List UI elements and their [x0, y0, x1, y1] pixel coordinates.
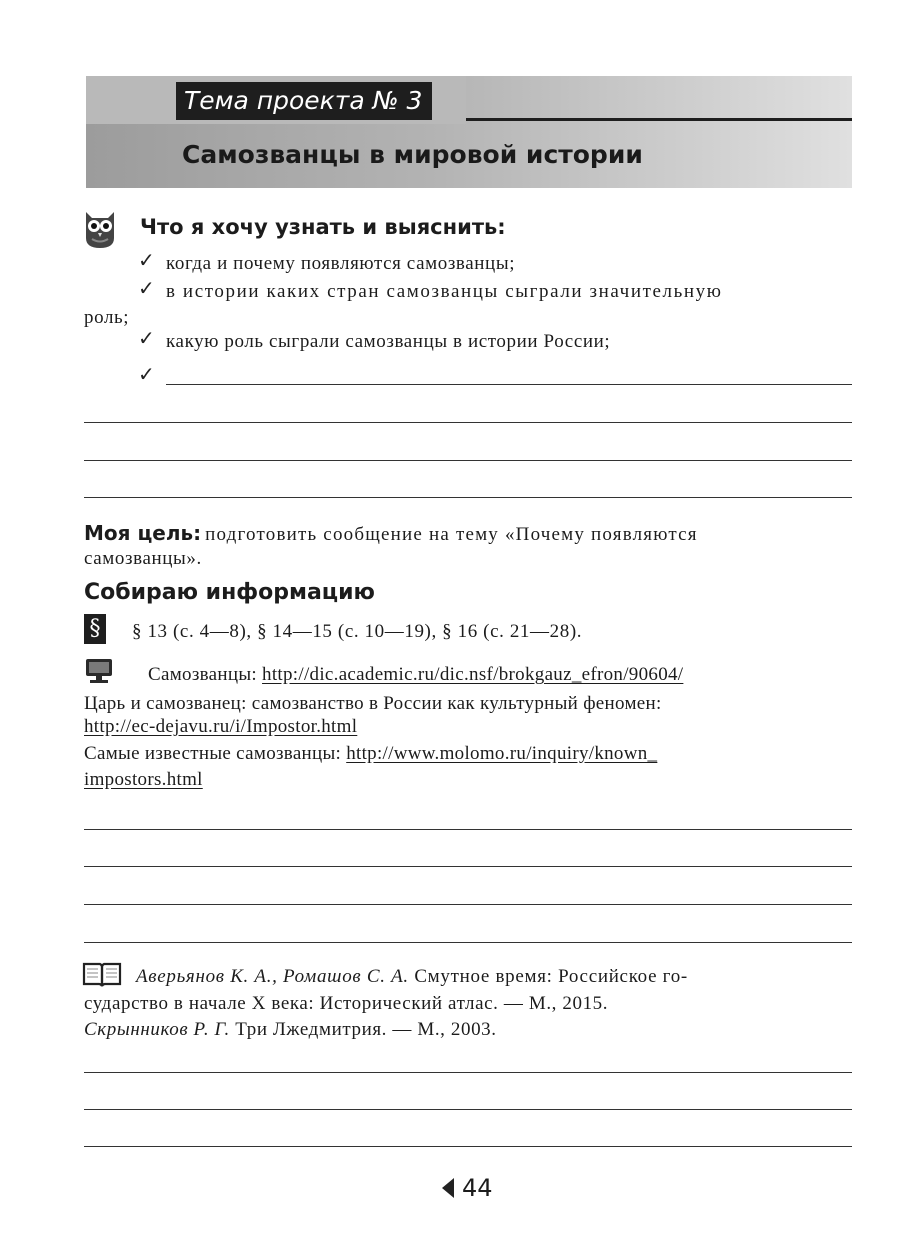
goal-line: [84, 521, 698, 546]
answer-line[interactable]: [84, 904, 852, 905]
textbook-section-icon: §: [84, 614, 106, 644]
book-author: Скрынников Р. Г.: [84, 1019, 230, 1040]
header-rule: [466, 118, 852, 121]
check-icon: ✓: [138, 362, 155, 386]
answer-line[interactable]: [84, 942, 852, 943]
question-item: какую роль сыграли самозванцы в истории России;: [166, 331, 611, 352]
goal-text-cont: самозванцы».: [84, 548, 202, 569]
question-item: когда и почему появляются самозванцы;: [166, 253, 516, 274]
answer-line[interactable]: [84, 1146, 852, 1147]
question-item-cont: роль;: [84, 307, 130, 328]
topic-label: Тема проекта № 3: [176, 82, 432, 120]
book-title: Три Лжедмитрия. — М., 2003.: [235, 1019, 497, 1040]
check-icon: ✓: [138, 276, 155, 300]
check-icon: ✓: [138, 248, 155, 272]
page-title: Самозванцы в мировой истории: [182, 140, 643, 169]
book-icon: [82, 960, 122, 988]
owl-icon: [82, 208, 118, 250]
web-source-link[interactable]: http://www.molomo.ru/inquiry/known_: [346, 743, 658, 764]
web-source-label: Самозванцы:: [148, 664, 257, 685]
page-number: 44: [462, 1174, 493, 1202]
book-ref-cont: сударство в начале X века: Исторический атлас. — М., 2015.: [84, 993, 609, 1014]
questions-heading: Что я хочу узнать и выяснить:: [140, 215, 506, 239]
goal-text: подготовить сообщение на тему «Почему появляются: [205, 524, 698, 545]
page-arrow-icon: [440, 1177, 456, 1199]
answer-line[interactable]: [84, 497, 852, 498]
answer-line[interactable]: [84, 460, 852, 461]
check-icon: ✓: [138, 326, 155, 350]
answer-line[interactable]: [84, 1072, 852, 1073]
collect-heading: Собираю информацию: [84, 580, 375, 605]
answer-line[interactable]: [84, 1109, 852, 1110]
web-source-label: Самые известные самозванцы:: [84, 743, 342, 764]
answer-line[interactable]: [84, 829, 852, 830]
goal-label: Моя цель:: [84, 521, 202, 545]
web-source-link[interactable]: http://dic.academic.ru/dic.nsf/brokgauz_efron/90604/: [262, 664, 684, 685]
answer-line[interactable]: [166, 384, 852, 385]
book-title: Смутное время: Российское го-: [414, 966, 688, 987]
book-ref: [136, 966, 688, 988]
question-item: в истории каких стран самозванцы сыграли значительную: [166, 281, 723, 302]
computer-icon: [84, 658, 114, 684]
web-source-label: Царь и самозванец: самозванство в России как культурный феномен:: [84, 693, 662, 714]
web-source-link[interactable]: http://ec-dejavu.ru/i/Impostor.html: [84, 716, 358, 737]
answer-line[interactable]: [84, 422, 852, 423]
web-source-link-cont[interactable]: impostors.html: [84, 769, 203, 790]
answer-line[interactable]: [84, 866, 852, 867]
textbook-refs: § 13 (с. 4—8), § 14—15 (с. 10—19), § 16 (с. 21—28).: [132, 621, 583, 642]
book-ref: [84, 1019, 497, 1041]
web-source: [148, 664, 683, 686]
book-author: Аверьянов К. А., Ромашов С. А.: [136, 966, 409, 987]
web-source: [84, 743, 657, 765]
